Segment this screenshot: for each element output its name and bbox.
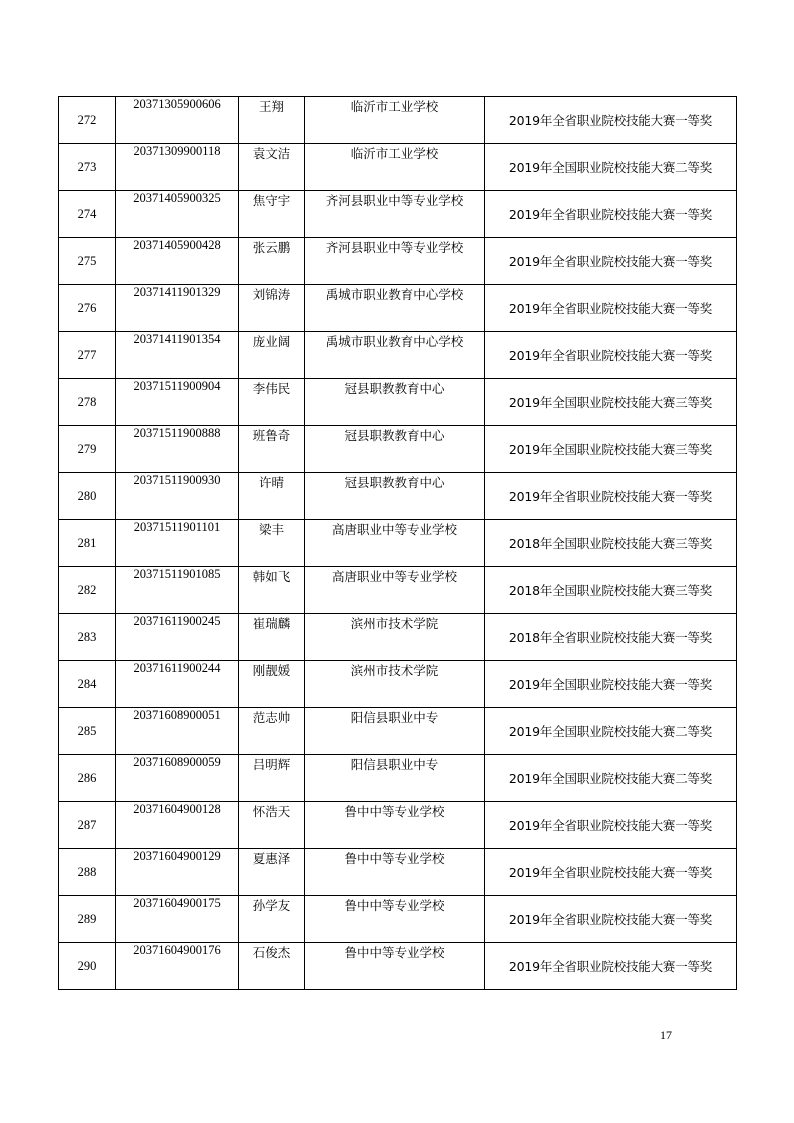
school-cell: 阳信县职业中专	[305, 708, 485, 755]
award-cell: 2019年全省职业院校技能大赛一等奖	[485, 473, 737, 520]
school-cell: 齐河县职业中等专业学校	[305, 238, 485, 285]
school-cell: 禹城市职业教育中心学校	[305, 285, 485, 332]
student-name-cell: 焦守宇	[239, 191, 305, 238]
row-number-cell: 272	[59, 97, 116, 144]
row-number-cell: 283	[59, 614, 116, 661]
school-cell: 齐河县职业中等专业学校	[305, 191, 485, 238]
award-cell: 2019年全省职业院校技能大赛一等奖	[485, 332, 737, 379]
awards-table	[58, 96, 737, 990]
student-id-cell: 20371604900129	[116, 849, 239, 896]
student-name-cell: 庞业阔	[239, 332, 305, 379]
award-cell: 2019年全国职业院校技能大赛二等奖	[485, 755, 737, 802]
student-id-cell: 20371611900244	[116, 661, 239, 708]
student-id-cell: 20371608900059	[116, 755, 239, 802]
student-id-cell: 20371604900128	[116, 802, 239, 849]
table-row	[59, 285, 737, 332]
school-cell: 高唐职业中等专业学校	[305, 567, 485, 614]
student-name-cell: 王翔	[239, 97, 305, 144]
student-id-cell: 20371611900245	[116, 614, 239, 661]
row-number-cell: 279	[59, 426, 116, 473]
row-number-cell: 285	[59, 708, 116, 755]
award-cell: 2018年全国职业院校技能大赛三等奖	[485, 520, 737, 567]
table-row	[59, 849, 737, 896]
award-cell: 2019年全省职业院校技能大赛一等奖	[485, 191, 737, 238]
page-number: 17	[660, 1028, 672, 1042]
student-id-cell: 20371604900176	[116, 943, 239, 990]
table-row	[59, 614, 737, 661]
school-cell: 临沂市工业学校	[305, 144, 485, 191]
student-id-cell: 20371305900606	[116, 97, 239, 144]
school-cell: 鲁中中等专业学校	[305, 943, 485, 990]
school-cell: 鲁中中等专业学校	[305, 802, 485, 849]
school-cell: 滨州市技术学院	[305, 614, 485, 661]
row-number-cell: 281	[59, 520, 116, 567]
student-name-cell: 韩如飞	[239, 567, 305, 614]
award-cell: 2019年全国职业院校技能大赛二等奖	[485, 144, 737, 191]
award-cell: 2018年全国职业院校技能大赛三等奖	[485, 567, 737, 614]
student-name-cell: 夏惠泽	[239, 849, 305, 896]
table-row	[59, 144, 737, 191]
school-cell: 冠县职教教育中心	[305, 473, 485, 520]
table-row	[59, 520, 737, 567]
student-id-cell: 20371608900051	[116, 708, 239, 755]
row-number-cell: 275	[59, 238, 116, 285]
student-name-cell: 怀浩天	[239, 802, 305, 849]
student-id-cell: 20371405900428	[116, 238, 239, 285]
student-id-cell: 20371511900888	[116, 426, 239, 473]
student-name-cell: 崔瑞麟	[239, 614, 305, 661]
table-row	[59, 708, 737, 755]
award-cell: 2019年全省职业院校技能大赛一等奖	[485, 943, 737, 990]
table-row	[59, 238, 737, 285]
student-id-cell: 20371411901354	[116, 332, 239, 379]
award-cell: 2019年全国职业院校技能大赛三等奖	[485, 379, 737, 426]
school-cell: 冠县职教教育中心	[305, 379, 485, 426]
table-row	[59, 426, 737, 473]
award-cell: 2018年全省职业院校技能大赛一等奖	[485, 614, 737, 661]
row-number-cell: 287	[59, 802, 116, 849]
award-cell: 2019年全省职业院校技能大赛一等奖	[485, 238, 737, 285]
student-name-cell: 刘锦涛	[239, 285, 305, 332]
award-cell: 2019年全省职业院校技能大赛一等奖	[485, 849, 737, 896]
school-cell: 禹城市职业教育中心学校	[305, 332, 485, 379]
student-name-cell: 孙学友	[239, 896, 305, 943]
row-number-cell: 286	[59, 755, 116, 802]
table-row	[59, 943, 737, 990]
award-cell: 2019年全省职业院校技能大赛一等奖	[485, 802, 737, 849]
student-name-cell: 李伟民	[239, 379, 305, 426]
table-row	[59, 661, 737, 708]
school-cell: 滨州市技术学院	[305, 661, 485, 708]
award-cell: 2019年全国职业院校技能大赛三等奖	[485, 426, 737, 473]
table-row	[59, 191, 737, 238]
school-cell: 鲁中中等专业学校	[305, 896, 485, 943]
awards-table-body	[59, 97, 737, 990]
school-cell: 阳信县职业中专	[305, 755, 485, 802]
row-number-cell: 273	[59, 144, 116, 191]
table-row	[59, 802, 737, 849]
student-id-cell: 20371411901329	[116, 285, 239, 332]
student-name-cell: 吕明辉	[239, 755, 305, 802]
student-name-cell: 范志帅	[239, 708, 305, 755]
student-name-cell: 许晴	[239, 473, 305, 520]
table-row	[59, 755, 737, 802]
row-number-cell: 280	[59, 473, 116, 520]
award-cell: 2019年全国职业院校技能大赛一等奖	[485, 661, 737, 708]
table-row	[59, 97, 737, 144]
student-id-cell: 20371511900930	[116, 473, 239, 520]
student-name-cell: 班鲁奇	[239, 426, 305, 473]
award-cell: 2019年全省职业院校技能大赛一等奖	[485, 97, 737, 144]
row-number-cell: 274	[59, 191, 116, 238]
school-cell: 冠县职教教育中心	[305, 426, 485, 473]
table-row	[59, 473, 737, 520]
student-id-cell: 20371511900904	[116, 379, 239, 426]
row-number-cell: 284	[59, 661, 116, 708]
row-number-cell: 289	[59, 896, 116, 943]
award-cell: 2019年全国职业院校技能大赛二等奖	[485, 708, 737, 755]
school-cell: 临沂市工业学校	[305, 97, 485, 144]
student-id-cell: 20371511901101	[116, 520, 239, 567]
row-number-cell: 282	[59, 567, 116, 614]
student-id-cell: 20371405900325	[116, 191, 239, 238]
row-number-cell: 288	[59, 849, 116, 896]
row-number-cell: 277	[59, 332, 116, 379]
student-name-cell: 梁丰	[239, 520, 305, 567]
student-name-cell: 石俊杰	[239, 943, 305, 990]
student-id-cell: 20371604900175	[116, 896, 239, 943]
award-cell: 2019年全省职业院校技能大赛一等奖	[485, 896, 737, 943]
student-id-cell: 20371511901085	[116, 567, 239, 614]
table-row	[59, 379, 737, 426]
row-number-cell: 278	[59, 379, 116, 426]
student-name-cell: 刚靓媛	[239, 661, 305, 708]
student-name-cell: 张云鹏	[239, 238, 305, 285]
table-row	[59, 567, 737, 614]
row-number-cell: 290	[59, 943, 116, 990]
school-cell: 高唐职业中等专业学校	[305, 520, 485, 567]
student-id-cell: 20371309900118	[116, 144, 239, 191]
table-row	[59, 896, 737, 943]
student-name-cell: 袁文洁	[239, 144, 305, 191]
row-number-cell: 276	[59, 285, 116, 332]
award-cell: 2019年全省职业院校技能大赛一等奖	[485, 285, 737, 332]
table-row	[59, 332, 737, 379]
school-cell: 鲁中中等专业学校	[305, 849, 485, 896]
